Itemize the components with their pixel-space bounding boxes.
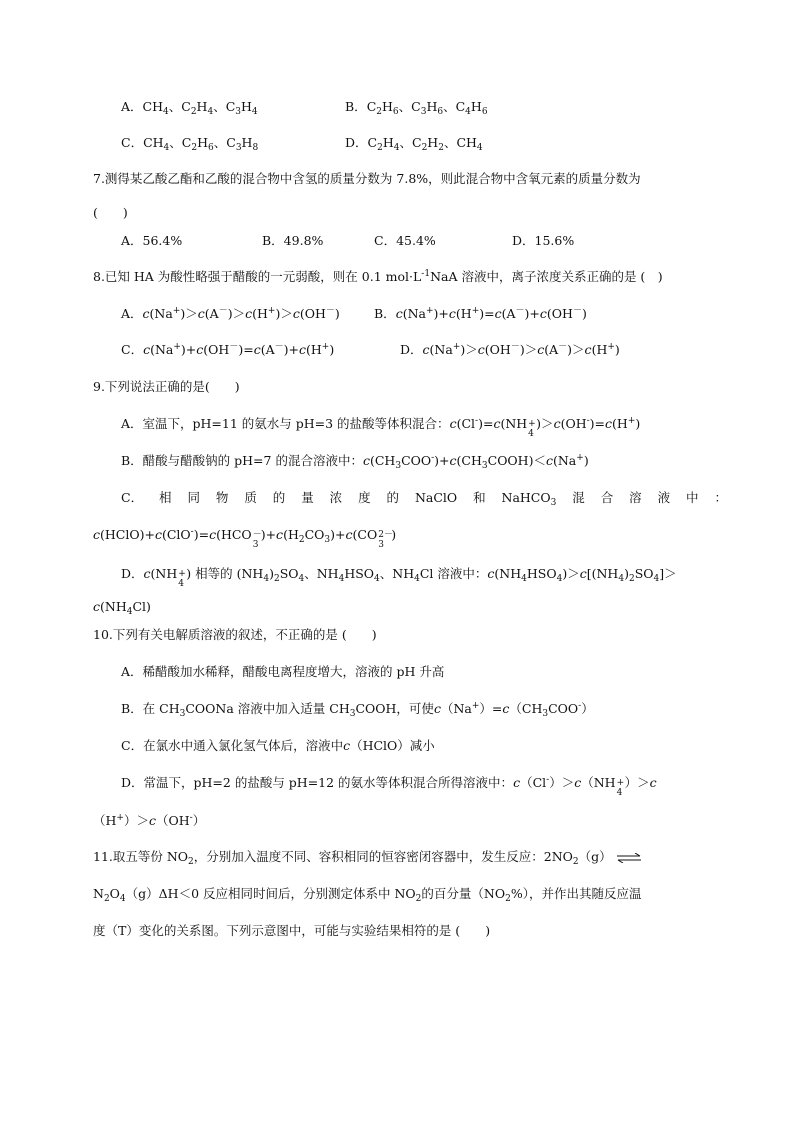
q9-option-b: B．醋酸与醋酸钠的 pH=7 的混合溶液中：$c(CH_3COO^-)+c(CH_3COOH)<c(Na^+)$ [121, 453, 589, 471]
q11-line1: 11.取五等份 $NO_2$，分别加入温度不同、容积相同的恒容密闭容器中，发生反应：$2NO_2(g)$ [93, 848, 642, 866]
q10-option-c: C．在氯水中通入氯化氢气体后，溶液中c（HClO）减小 [121, 738, 435, 753]
q8-option-a: A．c(Na+)＞c(A－)＞c(H+)＞c(OH－) [121, 306, 340, 321]
q9-option-d-line2: $c(NH_4Cl)$ [93, 599, 151, 617]
q10-stem: 10.下列有关电解质溶液的叙述，不正确的是 ( ) [93, 627, 377, 642]
q11-line3: 度（T）变化的关系图。下列示意图中，可能与实验结果相符的是 ( ) [93, 923, 491, 938]
q7-paren: ( ) [93, 205, 128, 220]
q7-option-b: B．49.8% [262, 233, 324, 248]
q9-stem: 9.下列说法正确的是( ) [93, 379, 240, 394]
q11-line2: $N_2O_4(g)\Delta H<0$ 反应相同时间后，分别测定体系中 $NO_2$的百分量$(NO_2\%)$，并作出其随反应温 [93, 886, 642, 904]
q7-stem: 7.测得某乙酸乙酯和乙酸的混合物中含氢的质量分数为 7.8%，则此混合物中含氧元素的质量分数为 [93, 171, 641, 186]
q6-option-d: D．$C_2H_4$、$C_2H_2$、$CH_4$ [345, 135, 483, 153]
q9-option-c-line1: C． 相 同 物 质 的 量 浓 度 的 NaClO 和 NaHCO$_3$ 混 合 溶 液 中 ： [121, 490, 727, 508]
q7-option-a: A．56.4% [121, 233, 183, 248]
q9-option-a: A．室温下，pH=11 的氨水与 pH=3 的盐酸等体积混合：c(Cl-)=c(NH + 4 )＞c(OH-)=c(H+) [121, 416, 641, 439]
q8-option-b: B．c(Na+)+c(H+)=c(A－)+c(OH－) [374, 306, 587, 321]
q10-option-b: B．在 $CH_3COONa$ 溶液中加入适量 $CH_3COOH$，可使$c(Na^+)=c(CH_3COO^-)$ [121, 701, 594, 719]
q10-option-a: A．稀醋酸加水稀释，醋酸电离程度增大，溶液的 pH 升高 [121, 664, 445, 679]
q6-option-c: C．$CH_4$、$C_2H_6$、$C_3H_8$ [121, 135, 259, 153]
q10-option-d-line1: D．常温下，pH=2 的盐酸与 pH=12 的氨水等体积混合所得溶液中：c（Cl-）＞c（NH + 4 ）＞c [121, 775, 657, 798]
q10-option-d-line2: （H+）＞c（OH-） [93, 813, 206, 828]
q6-option-b: B．$C_2H_6$、$C_3H_6$、$C_4H_6$ [345, 99, 488, 117]
q8-option-c: C．c(Na+)+c(OH－)=c(A－)+c(H+) [121, 342, 335, 357]
q9-option-c-line2: c(HClO)+c(ClO-)=c(HCO － 3 )$+c(H_2CO_3)+c(CO$ 2－ 3 ) [93, 527, 397, 550]
q7-option-d: D．15.6% [512, 233, 575, 248]
equilibrium-arrow-icon [616, 853, 642, 863]
q8-stem: 8.已知 HA 为酸性略强于醋酸的一元弱酸，则在 0.1 $mol\cdot L^{-1}NaA$ 溶液中，离子浓度关系正确的是 ( ) [93, 269, 663, 284]
q6-option-a: A．$CH_4$、$C_2H_4$、$C_3H_4$ [121, 99, 258, 117]
q8-option-d: D．c(Na+)＞c(OH－)＞c(A－)＞c(H+) [400, 342, 620, 357]
q7-option-c: C．45.4% [374, 233, 436, 248]
q9-option-d-line1: D．c(NH + 4 ) 相等的 $(NH_4)_2SO_4$、$NH_4HSO_4$、$NH_4Cl$ 溶液中：$c(NH_4HSO_4)>c[(NH_4)_2SO_4]>$ [121, 566, 677, 589]
